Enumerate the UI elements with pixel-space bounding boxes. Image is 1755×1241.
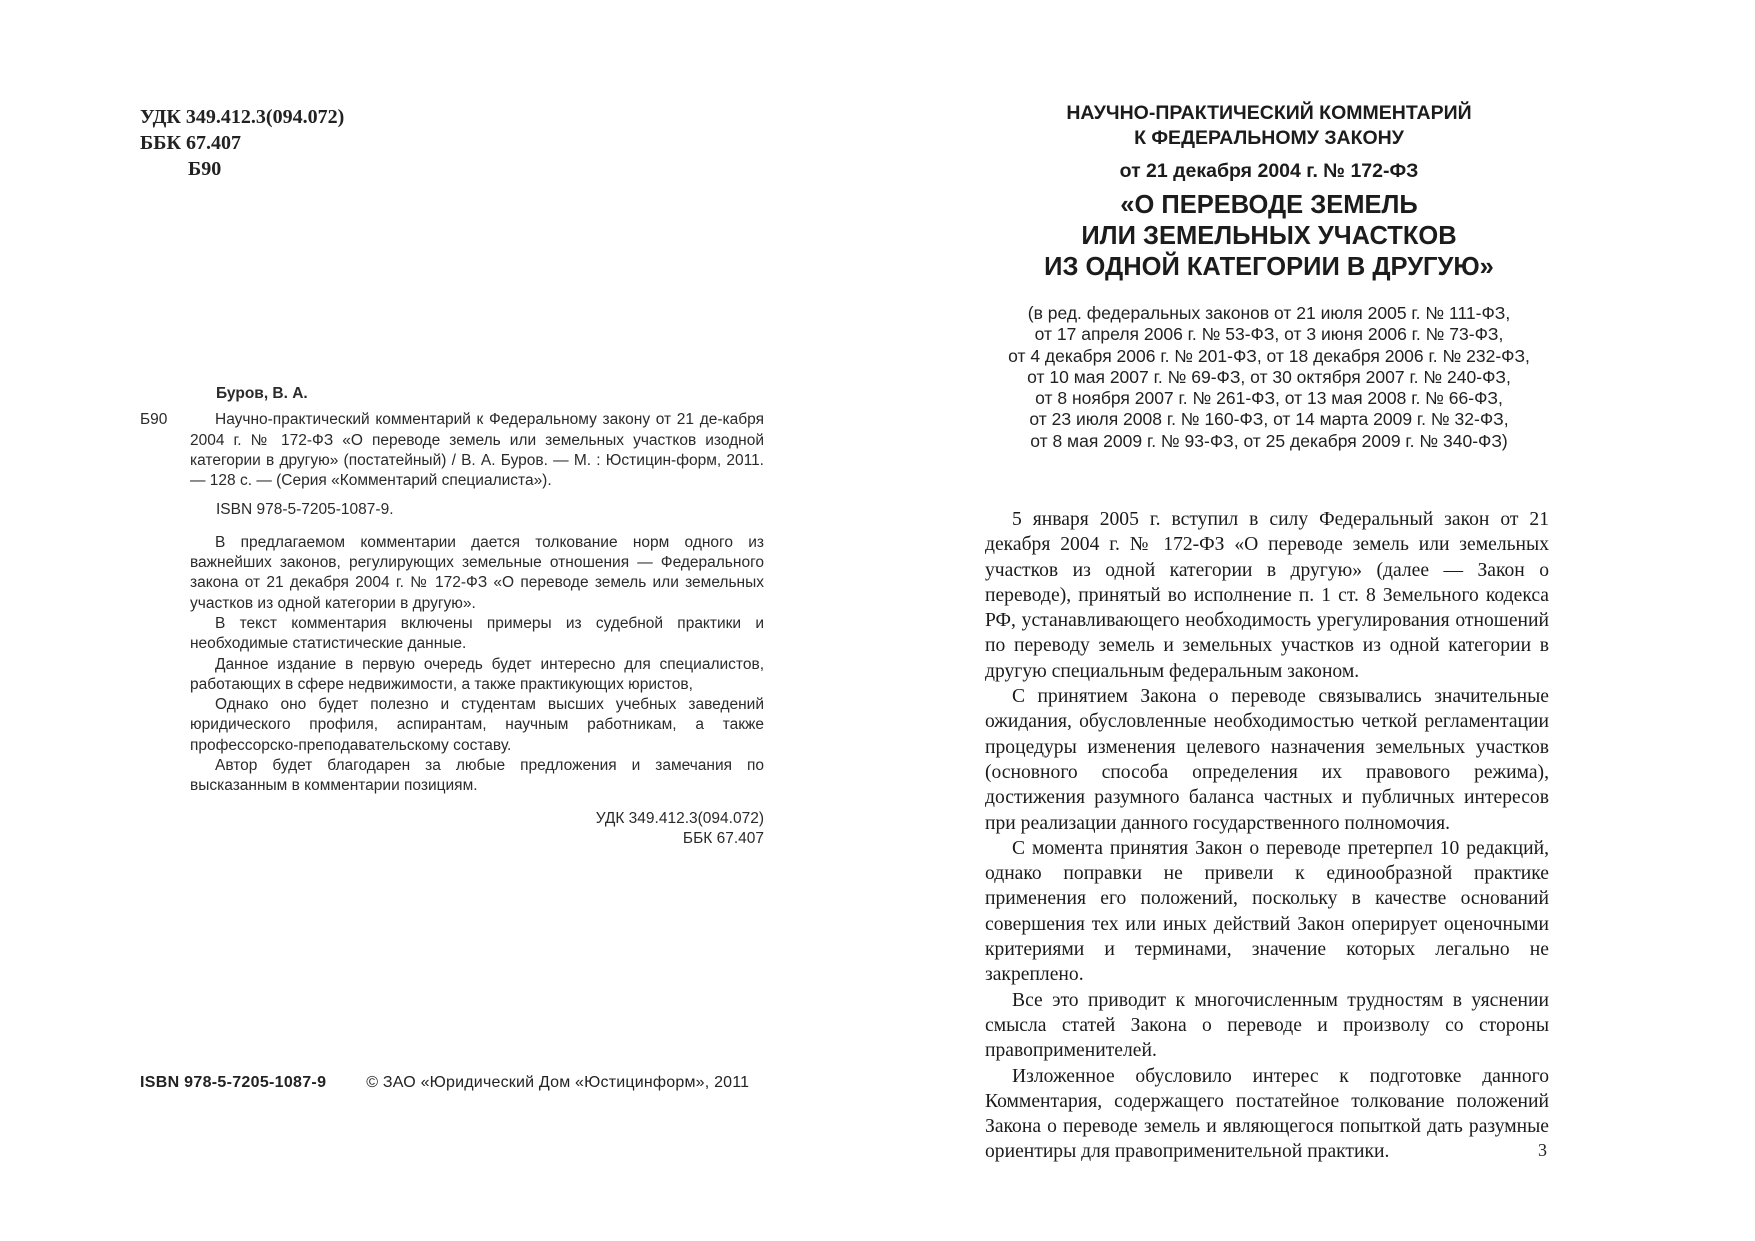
udc-code-repeat: УДК 349.412.3(094.072)	[595, 809, 764, 827]
imprint-footer	[140, 1074, 780, 1092]
edition-line: от 10 мая 2007 г. № 69-ФЗ, от 30 октября 2007 г. № 240-ФЗ,	[1027, 366, 1511, 387]
bbk-code: ББК 67.407	[140, 132, 241, 154]
description-line: форм, 2011. — 128 с. — (Серия «Комментарий специалиста»).	[190, 451, 764, 490]
page-number: 3	[1538, 1140, 1547, 1160]
body-paragraph: Все это приводит к многочисленным трудностям в уяснении смысла статей Закона о переводе и произволу со стороны правоприменителей.	[985, 989, 1549, 1062]
udc-code: УДК 349.412.3(094.072)	[140, 106, 345, 128]
annotation-paragraph: В текст комментария включены примеры из судебной практики и необходимые статистические данные.	[190, 614, 764, 653]
catalog-annotation	[140, 533, 764, 849]
body-paragraph: Изложенное обусловило интерес к подготовке данного Комментария, содержащего постатейное толкование положений Закона о переводе земель и являющегося попыткой дать разумные ориентиры для правоприменительной практики.	[985, 1065, 1549, 1163]
annotation-paragraph: Однако оно будет полезно и студентам высших учебных заведений юридического профиля, аспирантам, научным работникам, а также профессорско-преподавательскому составу.	[190, 696, 764, 754]
law-name-line: ИЛИ ЗЕМЕЛЬНЫХ УЧАСТКОВ	[1081, 222, 1457, 250]
annotation-paragraph: Данное издание в первую очередь будет интересно для специалистов, работающих в сфере недвижимости, а также практикующих юристов,	[190, 655, 764, 693]
title-block	[997, 101, 1541, 283]
catalog-isbn: ISBN 978-5-7205-1087-9.	[216, 501, 394, 519]
catalog-author: Буров, В. А.	[216, 385, 308, 402]
title-line: НАУЧНО-ПРАКТИЧЕСКИЙ КОММЕНТАРИЙ	[1066, 102, 1472, 124]
right-page	[877, 0, 1755, 1241]
footer-copyright: © ЗАО «Юридический Дом «Юстицинформ», 2011	[366, 1074, 750, 1091]
body-paragraph: 5 января 2005 г. вступил в силу Федеральный закон от 21 декабря 2004 г. № 172-ФЗ «О переводе земель или земельных участков из одной категории в другую» (далее — Закон о переводе), принятый во исполнение п. 1 ст. 8 Земельного кодекса РФ, устанавливающего необходимость урегулирования отношений по переводу земель и земельных участков из одной категории в другую специальным федеральным законом.	[985, 509, 1549, 682]
author-mark: Б90	[188, 158, 222, 180]
bbk-code-repeat: ББК 67.407	[682, 829, 764, 847]
left-page	[0, 0, 877, 1241]
classification-block	[140, 104, 344, 182]
law-name-line: ИЗ ОДНОЙ КАТЕГОРИИ В ДРУГУЮ»	[1044, 253, 1494, 281]
catalog-code: Б90	[140, 411, 168, 429]
title-line: К ФЕДЕРАЛЬНОМУ ЗАКОНУ	[1134, 127, 1404, 149]
description-line: одной категории в другую» (постатейный) / В. А. Буров. — М. : Юстицин-	[190, 431, 764, 469]
annotation-paragraph: Автор будет благодарен за любые предложения и замечания по высказанным в комментарии позициям.	[190, 757, 764, 795]
edition-line: (в ред. федеральных законов от 21 июля 2005 г. № 111-ФЗ,	[1027, 303, 1511, 323]
description-line: кабря 2004 г. № 172-ФЗ «О переводе земель или земельных участков из	[190, 411, 764, 449]
law-date: от 21 декабря 2004 г. № 172-ФЗ	[1119, 160, 1419, 182]
edition-line: от 23 июля 2008 г. № 160-ФЗ, от 14 марта 2009 г. № 32-ФЗ,	[1029, 409, 1509, 430]
law-name-line: «О ПЕРЕВОДЕ ЗЕМЕЛЬ	[1120, 191, 1418, 219]
catalog-entry	[140, 410, 764, 491]
annotation-paragraph: В предлагаемом комментарии дается толкование норм одного из важнейших законов, регулирующих земельные отношения — Федерального закона от 21 декабря 2004 г. № 172-ФЗ «О переводе земель или земельных участков из одной категории в другую».	[190, 533, 764, 612]
catalog-classification	[190, 809, 764, 850]
edition-line: от 17 апреля 2006 г. № 53-ФЗ, от 3 июня 2006 г. № 73-ФЗ,	[1034, 324, 1504, 345]
editions-list	[997, 303, 1541, 452]
edition-line: от 8 ноября 2007 г. № 261-ФЗ, от 13 мая 2008 г. № 66-ФЗ,	[1035, 388, 1503, 409]
catalog-card	[140, 384, 764, 849]
body-paragraph: С принятием Закона о переводе связывались значительные ожидания, обусловленные необходимостью четкой регламентации процедуры изменения целевого назначения земельных участков (основного способа определения их правового режима), достижения разумного баланса частных и публичных интересов при реализации данного государственного полномочия.	[985, 686, 1549, 834]
catalog-description	[190, 410, 764, 491]
footer-isbn: ISBN 978-5-7205-1087-9	[140, 1074, 327, 1091]
description-line: Научно-практический комментарий к Федеральному закону от 21 де-	[215, 411, 723, 429]
body-text	[985, 507, 1549, 1165]
body-paragraph: С момента принятия Закон о переводе претерпел 10 редакций, однако поправки не привели к единообразной практике применения его положений, поскольку в качестве оснований совершения тех или иных действий Закон оперирует оценочными критериями и терминами, значение которых легально не закреплено.	[985, 837, 1549, 986]
edition-line: от 4 декабря 2006 г. № 201-ФЗ, от 18 декабря 2006 г. № 232-ФЗ,	[1008, 345, 1530, 366]
edition-line: от 8 мая 2009 г. № 93-ФЗ, от 25 декабря 2009 г. № 340-ФЗ)	[1030, 430, 1508, 451]
